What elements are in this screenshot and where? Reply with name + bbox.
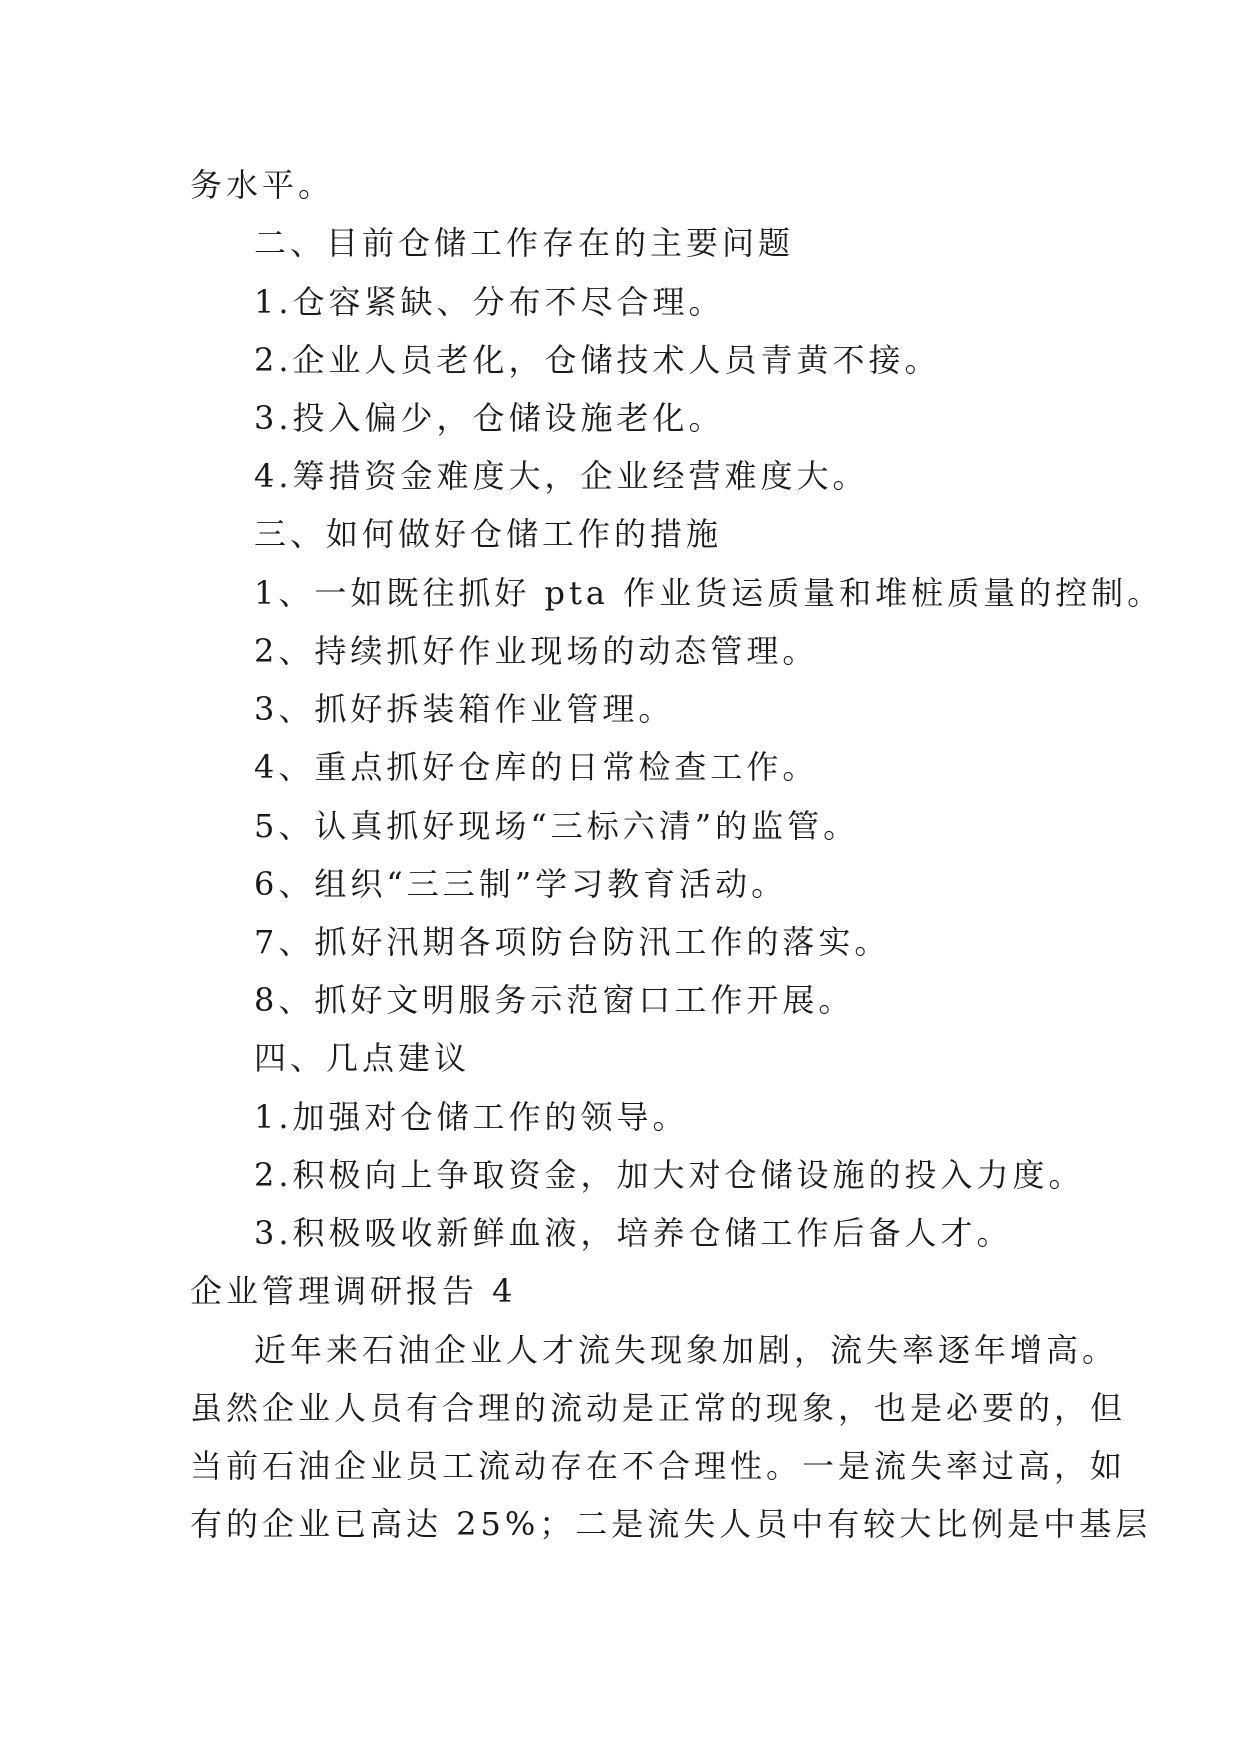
report-title: 企业管理调研报告 4 (190, 1272, 517, 1310)
paragraph-line: 近年来石油企业人才流失现象加剧，流失率逐年增高。 (254, 1331, 1119, 1369)
list-item: 8、抓好文明服务示范窗口工作开展。 (254, 981, 855, 1019)
section-heading-2: 二、目前仓储工作存在的主要问题 (254, 224, 795, 262)
section-heading-4: 四、几点建议 (254, 1039, 471, 1077)
paragraph-line: 有的企业已高达 25%；二是流失人员中有较大比例是中基层 (190, 1505, 1152, 1543)
paragraph-line: 虽然企业人员有合理的流动是正常的现象，也是必要的，但 (190, 1389, 1127, 1427)
list-item: 4、重点抓好仓库的日常检查工作。 (254, 748, 819, 786)
section-heading-3: 三、如何做好仓储工作的措施 (254, 515, 723, 553)
list-item: 2、持续抓好作业现场的动态管理。 (254, 632, 819, 670)
list-item: 3、抓好拆装箱作业管理。 (254, 690, 675, 728)
list-item: 3.积极吸收新鲜血液，培养仓储工作后备人才。 (254, 1214, 1013, 1252)
list-item: 4.筹措资金难度大，企业经营难度大。 (254, 457, 869, 495)
list-item: 6、组织“三三制”学习教育活动。 (254, 865, 788, 903)
list-item: 2.企业人员老化，仓储技术人员青黄不接。 (254, 341, 941, 379)
list-item: 3.投入偏少，仓储设施老化。 (254, 399, 725, 437)
list-item: 1、一如既往抓好 pta 作业货运质量和堆桩质量的控制。 (254, 574, 1164, 612)
paragraph-continuation: 务水平。 (190, 166, 335, 204)
paragraph-line: 当前石油企业员工流动存在不合理性。一是流失率过高，如 (190, 1447, 1127, 1485)
list-item: 1.加强对仓储工作的领导。 (254, 1098, 689, 1136)
list-item: 5、认真抓好现场“三标六清”的监管。 (254, 807, 860, 845)
list-item: 1.仓容紧缺、分布不尽合理。 (254, 283, 725, 321)
list-item: 2.积极向上争取资金，加大对仓储设施的投入力度。 (254, 1156, 1085, 1194)
list-item: 7、抓好汛期各项防台防汛工作的落实。 (254, 923, 891, 961)
